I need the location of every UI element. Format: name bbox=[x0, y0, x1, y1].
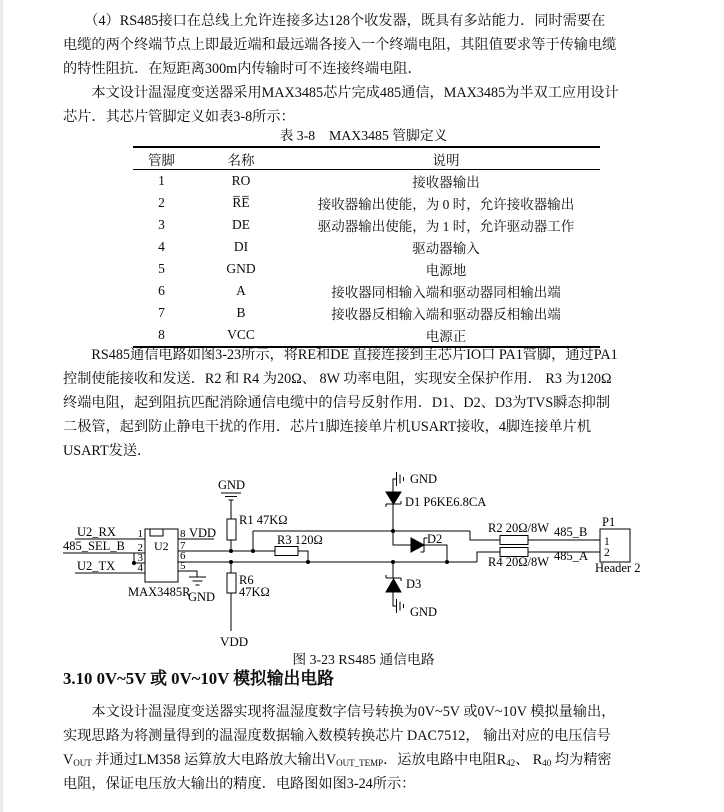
table-cell: 8 bbox=[158, 327, 165, 342]
ground-symbol-d3 bbox=[397, 599, 404, 613]
gnd-chip-label: GND bbox=[188, 590, 216, 604]
diode-d3-label: D3 bbox=[406, 577, 422, 591]
resistor-r2 bbox=[500, 536, 528, 545]
text-line: 本文设计温湿度变送器采用MAX3485芯片完成485通信，MAX3485为半双工应用设计 bbox=[63, 85, 619, 101]
diode-d2-label: D2 bbox=[427, 532, 443, 546]
chip-ref-label: U2 bbox=[154, 539, 169, 553]
ground-symbol-r1 bbox=[221, 493, 241, 500]
net-label-485-sel-b: 485_SEL_B bbox=[63, 539, 125, 553]
table-cell: GND bbox=[226, 261, 256, 276]
column-header-name: 名称 bbox=[190, 147, 292, 170]
text-line: 本文设计温湿度变送器实现将温湿度数字信号转换为0V~5V 或0V~10V 模拟量输出， bbox=[63, 704, 616, 720]
table-cell: 电源正 bbox=[425, 329, 467, 344]
figure-caption: 图 3-23 RS485 通信电路 bbox=[292, 652, 435, 667]
table-caption: 表 3-8 MAX3485 管脚定义 bbox=[279, 128, 448, 143]
table-cell: 接收器输出 bbox=[412, 175, 480, 190]
connector-p1-ref-label: P1 bbox=[602, 515, 616, 529]
pin-number-5: 5 bbox=[180, 560, 186, 572]
text-line: 二极管，起到防止静电干扰的作用．芯片1脚连接单片机USART接收，4脚连接单片机 bbox=[63, 419, 592, 435]
text-line: USART发送． bbox=[63, 443, 152, 459]
table-cell: DI bbox=[233, 239, 249, 254]
text-line: 的特性阻抗．在短距离300m内传输时可不连接终端电阻． bbox=[63, 61, 422, 77]
net-label-u2-rx: U2_RX bbox=[77, 525, 116, 539]
table-cell: 电源地 bbox=[425, 263, 467, 278]
resistor-r1-label: R1 47KΩ bbox=[239, 513, 288, 527]
table-cell: 7 bbox=[158, 305, 165, 320]
table-cell: 1 bbox=[158, 173, 165, 188]
net-label-485-a: 485_A bbox=[554, 549, 589, 563]
section-heading: 3.10 0V~5V 或 0V~10V 模拟输出电路 bbox=[63, 669, 334, 688]
table-cell: 5 bbox=[158, 261, 165, 276]
pin-number-2: 2 bbox=[137, 542, 143, 554]
resistor-r6 bbox=[227, 573, 236, 593]
net-label-485-b: 485_B bbox=[554, 525, 588, 539]
net-label-u2-tx: U2_TX bbox=[77, 559, 116, 573]
column-header-pin: 管脚 bbox=[133, 147, 190, 170]
table-cell: 4 bbox=[158, 239, 165, 254]
pin-number-3: 3 bbox=[137, 552, 143, 564]
table-cell: 驱动器输出使能，为 1 时，允许驱动器工作 bbox=[317, 219, 575, 234]
table-cell: 6 bbox=[158, 283, 165, 298]
text-line: 终端电阻，起到阻抗匹配消除通信电缆中的信号反射作用．D1、D2、D3为TVS瞬态抑制 bbox=[63, 395, 611, 411]
resistor-r2-label: R2 20Ω/8W bbox=[488, 521, 550, 535]
diode-d3 bbox=[386, 575, 401, 592]
text-line: $V_{OUT}$ 并通过LM358 运算放大电路放大输出$V_{OUT\_TEMP}$．运放电路中电阻$R_{42}$、 $R_{40}$ 均为精密 bbox=[63, 752, 612, 768]
pin-number-8: 8 bbox=[180, 528, 186, 540]
table-cell: RO bbox=[231, 173, 251, 188]
ground-symbol-chip bbox=[189, 577, 206, 585]
diode-d2 bbox=[411, 538, 428, 552]
table-cell: 3 bbox=[158, 217, 165, 232]
table-cell: 2 bbox=[158, 195, 165, 210]
diode-d1-label: D1 P6KE6.8CA bbox=[405, 495, 487, 509]
text-line: 实现思路为将测量得到的温湿度数据输入数模转换芯片 DAC7512， 输出对应的电压信号 bbox=[63, 728, 611, 744]
text-line: 控制使能接收和发送．R2 和 R4 为20Ω、 8W 功率电阻，实现安全保护作用． R3 为120Ω bbox=[63, 371, 612, 387]
pin-number-4: 4 bbox=[137, 562, 143, 574]
resistor-r1 bbox=[227, 519, 236, 540]
table-cell: DE bbox=[232, 217, 250, 232]
pin-number-1: 1 bbox=[137, 528, 143, 540]
gnd-d1-label: GND bbox=[410, 472, 438, 486]
text-line: 芯片．其芯片管脚定义如表3-8所示： bbox=[63, 109, 295, 125]
text-line: 电阻，保证电压放大输出的精度．电路图如图3-24所示： bbox=[63, 776, 416, 792]
table-cell: 接收器同相输入端和驱动器同相输出端 bbox=[331, 285, 561, 300]
paragraph-analog-output bbox=[63, 700, 703, 796]
resistor-r3 bbox=[275, 547, 298, 556]
connector-p1-pin2-label: 2 bbox=[604, 547, 610, 559]
diode-d1 bbox=[386, 492, 401, 507]
vdd-pin8-label: VDD bbox=[189, 526, 217, 540]
table-cell: 接收器反相输入端和驱动器反相输出端 bbox=[331, 307, 561, 322]
resistor-r6-ref-label: R6 bbox=[239, 573, 254, 587]
table-cell: R̅E̅ bbox=[232, 195, 250, 210]
ground-symbol-d1 bbox=[397, 472, 404, 486]
pin-number-7: 7 bbox=[180, 540, 186, 552]
chip-part-label: MAX3485R bbox=[128, 585, 191, 599]
resistor-r6-val-label: 47KΩ bbox=[239, 585, 270, 599]
resistor-r4-label: R4 20Ω/8W bbox=[488, 555, 550, 569]
table-cell: VCC bbox=[227, 327, 255, 342]
text-line: RS485通信电路如图3-23所示，将R̅E̅和DE 直接连接到主芯片IO口 PA1管脚，通过PA1 bbox=[63, 347, 618, 363]
column-header-desc: 说明 bbox=[292, 147, 600, 170]
table-cell: 接收器输出使能，为 0 时，允许接收器输出 bbox=[317, 197, 575, 212]
vdd-bottom-label: VDD bbox=[220, 634, 249, 649]
text-line: （4）RS485接口在总线上允许连接多达128个收发器，既具有多站能力．同时需要在 bbox=[63, 13, 606, 29]
chip-max3485 bbox=[145, 529, 178, 582]
table-cell: B bbox=[236, 305, 246, 320]
connector-p1-part-label: Header 2 bbox=[595, 561, 641, 575]
text-line: 电缆的两个终端节点上即最近端和最远端各接入一个终端电阻，其阻值要求等于传输电缆 bbox=[63, 37, 617, 53]
resistor-r3-label: R3 120Ω bbox=[277, 533, 323, 547]
table-cell: 驱动器输入 bbox=[412, 241, 480, 256]
connector-p1-pin1-label: 1 bbox=[604, 536, 610, 548]
gnd-r1-label: GND bbox=[218, 478, 246, 492]
pin-number-6: 6 bbox=[180, 550, 186, 562]
table-cell: A bbox=[236, 283, 246, 298]
gnd-d3-label: GND bbox=[410, 605, 438, 619]
